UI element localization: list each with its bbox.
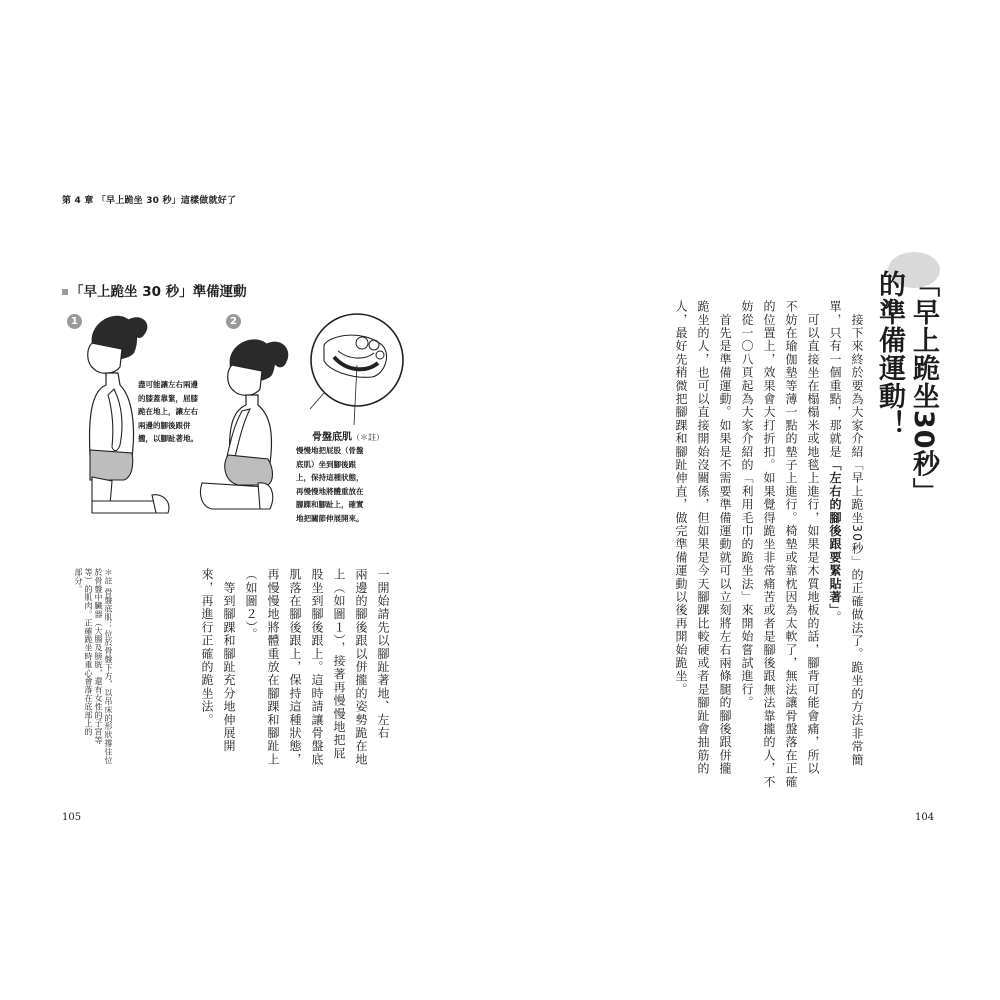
text-column: 接下來終於要為大家介紹「早上跪坐30秒」的正確做法了。跪坐的方法非常簡 [850, 300, 864, 767]
text-column: 股坐到腳後跟上。這時請讓骨盤底 [310, 568, 324, 766]
text-column: 上（如圖１），接著再慢慢地把屁 [332, 568, 346, 760]
text-column: 妨從一〇八頁起為大家介紹的「利用毛巾的跪坐法」來開始嘗試進行。 [740, 300, 754, 710]
note-column: ＊註 骨盤底肌：位於骨盤下方，以吊床的形狀撐住位 [104, 568, 113, 765]
caption-line: 跪在地上，讓左右 [138, 407, 198, 416]
text-column: 不妨在瑜伽墊等薄一點的墊子上進行。椅墊或靠枕因為太軟了，無法讓骨盤落在正確 [784, 300, 798, 789]
heading-line: 「早上跪坐30秒」 [908, 270, 939, 506]
text-run: 單，只有一個重點，那就是 [828, 300, 842, 459]
caption-line: 地把關節伸展開來。 [296, 513, 364, 523]
chapter-heading [872, 270, 940, 600]
caption-line: 上，保持這種狀態， [296, 473, 364, 482]
text-column: 來，再進行正確的跪坐法。 [200, 568, 214, 727]
figure-1-badge: 1 [67, 314, 82, 329]
text-column: 兩邊的腳後跟以併攏的姿勢跪在地 [354, 568, 368, 766]
text-column: 再慢慢地將體重放在腳踝和腳趾上 [266, 568, 280, 766]
pelvic-floor-detail [310, 314, 403, 425]
figure-2-caption [296, 444, 364, 525]
left-body-text [196, 568, 394, 784]
square-bullet-icon [62, 289, 68, 295]
label-note: （＊註） [352, 433, 384, 442]
page-number-left: 105 [62, 812, 82, 823]
figure-1-caption [138, 378, 198, 446]
figure-2-badge: 2 [226, 314, 241, 329]
section-title [62, 280, 247, 300]
caption-line: 攏，以腳趾著地。 [138, 434, 198, 443]
running-head: 第 4 章 「早上跪坐 30 秒」這樣做就好了 [62, 196, 237, 206]
caption-line: 慢慢地把屁股（骨盤 [296, 446, 364, 455]
text-column: 一開始請先以腳趾著地、左右 [376, 568, 390, 740]
heading-line: 的準備運動！ [874, 270, 905, 438]
emphasis-text: 「左右的腳後跟要緊貼著」 [828, 458, 842, 611]
caption-line: 的膝蓋靠緊，屈膝 [138, 393, 198, 403]
caption-line: 再慢慢地將體重放在 [296, 486, 364, 496]
text-column: 跪坐的人，也可以直接開始沒關係，但如果是今天腳踝比較硬或者是腳趾會抽筋的 [696, 300, 710, 776]
note-column: 於骨盤中臟器（大腸及膀胱，還有女性的子宮等 [94, 568, 103, 745]
note-column: 等）的肌肉。正確跪坐時重心會落在底部上的 [84, 568, 93, 736]
text-column: （如圖２）。 [244, 568, 258, 642]
page-number-right: 104 [915, 812, 935, 823]
caption-line: 底肌）坐到腳後跟 [296, 459, 356, 469]
text-column: 肌落在腳後跟上，保持這種狀態， [288, 568, 302, 766]
text-column: 可以直接坐在榻榻米或地毯上進行，如果是木質地板的話，腳背可能會痛，所以 [806, 300, 820, 776]
text-column: 人，最好先稍微把腳踝和腳趾伸直，做完準備運動以後再開始跪坐。 [674, 300, 688, 696]
label-text: 骨盤底肌 [312, 432, 352, 443]
caption-line: 盡可能讓左右兩邊 [138, 380, 198, 389]
section-title-text: 「早上跪坐 30 秒」準備運動 [70, 284, 247, 300]
right-body-text [670, 300, 868, 789]
figure-2 [200, 339, 288, 509]
caption-line: 腳踝和腳趾上，確實 [296, 500, 364, 509]
text-run: 。 [828, 610, 842, 625]
text-column: 首先是準備運動。如果是不需要準備運動就可以立刻將左右兩條腿的腳後跟併攏 [718, 300, 732, 776]
text-column [824, 300, 846, 780]
caption-line: 兩邊的腳後跟併 [138, 420, 191, 430]
text-column: 的位置上，效果會大打折扣。如果覺得跪坐非常痛苦或者是腳後跟無法靠攏的人，不 [762, 300, 776, 789]
text-column: 等到腳踝和腳趾充分地伸展開 [222, 568, 236, 753]
footnote [73, 568, 113, 778]
pelvic-floor-label [312, 428, 384, 443]
note-column: 部分。 [74, 568, 83, 594]
